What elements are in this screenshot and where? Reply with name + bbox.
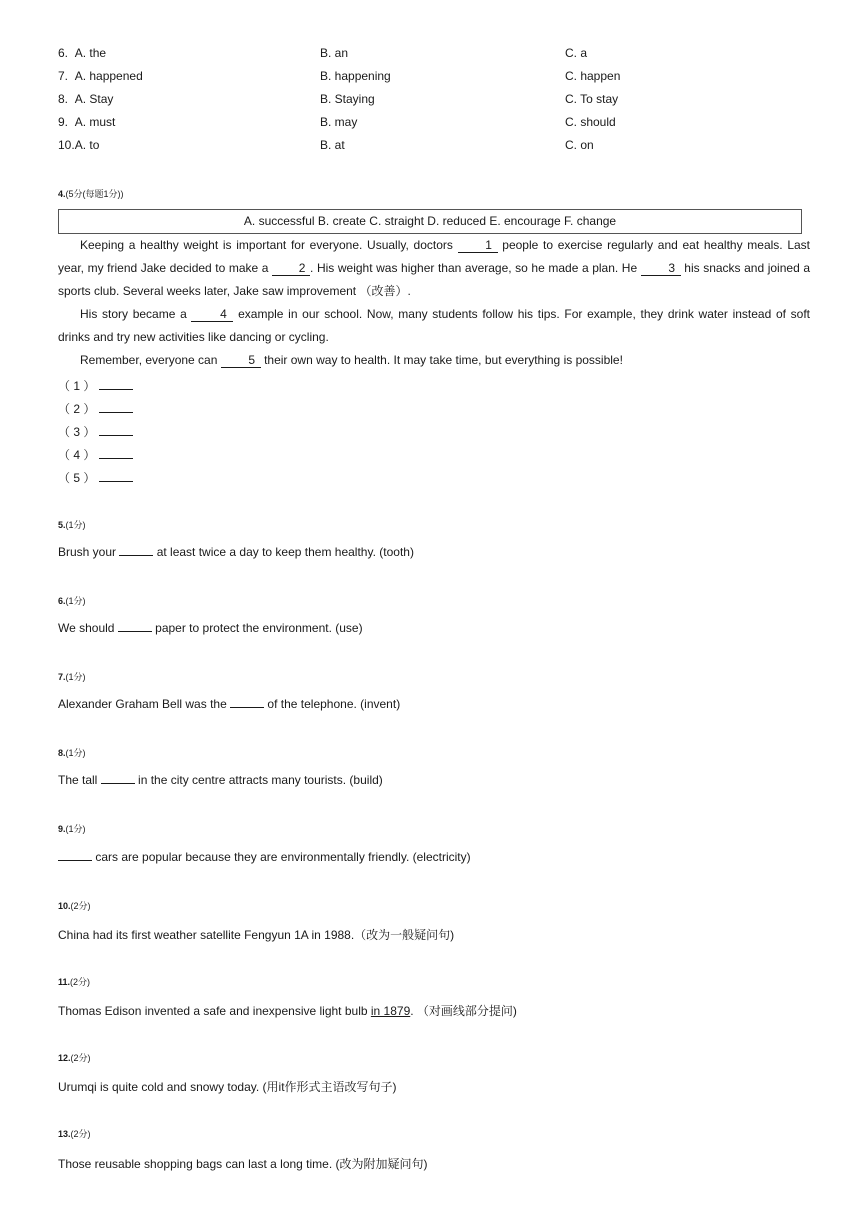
option-c-6: C. a bbox=[565, 46, 588, 60]
question-9-text: cars are popular because they are environmentally friendly. (electricity) bbox=[58, 850, 471, 864]
answer-blank-4[interactable] bbox=[99, 448, 133, 459]
question-8-blank[interactable] bbox=[101, 773, 135, 784]
passage-paragraph-3: Remember, everyone can 5 their own way to health. It may take time, but everything is possible! bbox=[80, 353, 623, 367]
question-11-header: 11.(2分) bbox=[58, 977, 91, 987]
question-7-blank[interactable] bbox=[230, 697, 264, 708]
question-9-blank[interactable] bbox=[58, 850, 92, 861]
question-8-text: The tall in the city centre attracts many tourists. (build) bbox=[58, 773, 383, 787]
answer-line-1: （ 1 ） bbox=[58, 377, 133, 394]
question-6-text: We should paper to protect the environment. (use) bbox=[58, 621, 363, 635]
answer-blank-5[interactable] bbox=[99, 471, 133, 482]
question-13-header: 13.(2分) bbox=[58, 1129, 91, 1139]
question-4-header: 4.(5分(每题1分)) bbox=[58, 189, 124, 199]
question-8-header: 8.(1分) bbox=[58, 748, 86, 758]
option-row-9: 9. A. must bbox=[58, 115, 116, 129]
option-row-8: 8. A. Stay bbox=[58, 92, 114, 106]
option-row-6: 6. A. the bbox=[58, 46, 107, 60]
option-row-7: 7. A. happened bbox=[58, 69, 143, 83]
option-c-8: C. To stay bbox=[565, 92, 619, 106]
answer-blank-3[interactable] bbox=[99, 425, 133, 436]
underlined-phrase: in 1879 bbox=[370, 1004, 411, 1018]
question-11-text: Thomas Edison invented a safe and inexpensive light bulb in 1879. （对画线部分提问) bbox=[58, 1004, 517, 1018]
question-10-header: 10.(2分) bbox=[58, 901, 91, 911]
question-6-blank[interactable] bbox=[118, 621, 152, 632]
passage-paragraph-1: Keeping a healthy weight is important for everyone. Usually, doctors 1 people to exercise regularly and eat healthy meals. Last year, my friend Jake decided to make a 2 . His weight was higher than average, so he made a plan. He 3 his snacks and joined a sports club. Several weeks later, Jake saw improvement （改善）. bbox=[58, 238, 810, 298]
question-12-header: 12.(2分) bbox=[58, 1053, 91, 1063]
question-6-header: 6.(1分) bbox=[58, 596, 86, 606]
blank-2: 2 bbox=[272, 262, 310, 276]
option-c-10: C. on bbox=[565, 138, 594, 152]
blank-5: 5 bbox=[221, 354, 261, 368]
question-13-text: Those reusable shopping bags can last a long time. (改为附加疑问句) bbox=[58, 1157, 428, 1171]
answer-line-3: （ 3 ） bbox=[58, 423, 133, 440]
option-b-7: B. happening bbox=[320, 69, 391, 83]
option-b-10: B. at bbox=[320, 138, 345, 152]
passage-paragraph-2: His story became a 4 example in our school. Now, many students follow his tips. For example, they drink water instead of soft drinks and try new activities like dancing or cycling. bbox=[58, 307, 810, 344]
question-9-header: 9.(1分) bbox=[58, 824, 86, 834]
question-5-text: Brush your at least twice a day to keep them healthy. (tooth) bbox=[58, 545, 414, 559]
question-5-header: 5.(1分) bbox=[58, 520, 86, 530]
answer-line-2: （ 2 ） bbox=[58, 400, 133, 417]
option-b-8: B. Staying bbox=[320, 92, 375, 106]
blank-1: 1 bbox=[458, 239, 498, 253]
answer-blank-1[interactable] bbox=[99, 379, 133, 390]
blank-4: 4 bbox=[191, 308, 233, 322]
answer-line-5: （ 5 ） bbox=[58, 469, 133, 486]
question-7-header: 7.(1分) bbox=[58, 672, 86, 682]
answer-line-4: （ 4 ） bbox=[58, 446, 133, 463]
question-12-text: Urumqi is quite cold and snowy today. (用it作形式主语改写句子) bbox=[58, 1080, 397, 1094]
option-b-9: B. may bbox=[320, 115, 358, 129]
answer-blank-2[interactable] bbox=[99, 402, 133, 413]
option-row-10: 10.A. to bbox=[58, 138, 100, 152]
word-bank-box: A. successful B. create C. straight D. reduced E. encourage F. change bbox=[58, 209, 802, 234]
question-5-blank[interactable] bbox=[119, 545, 153, 556]
option-c-9: C. should bbox=[565, 115, 616, 129]
question-10-text: China had its first weather satellite Fengyun 1A in 1988.（改为一般疑问句) bbox=[58, 928, 455, 942]
question-7-text: Alexander Graham Bell was the of the telephone. (invent) bbox=[58, 697, 401, 711]
option-c-7: C. happen bbox=[565, 69, 621, 83]
blank-3: 3 bbox=[641, 262, 681, 276]
option-b-6: B. an bbox=[320, 46, 349, 60]
